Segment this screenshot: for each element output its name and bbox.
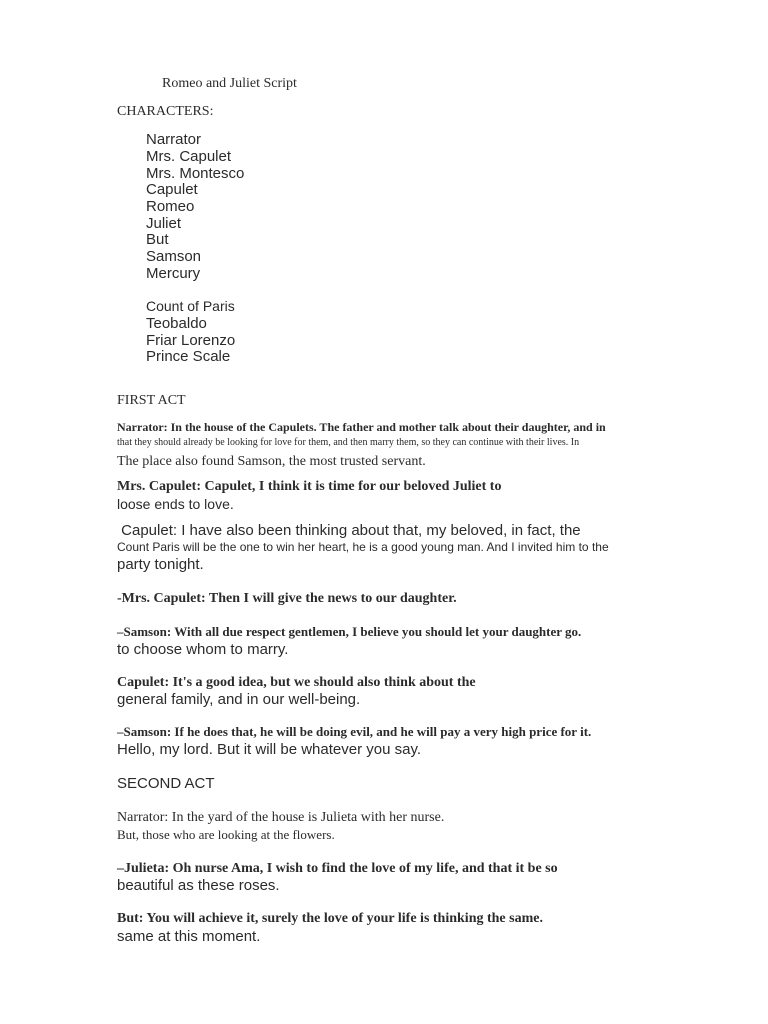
list-item xyxy=(142,215,181,232)
first-act-heading: FIRST ACT xyxy=(117,393,186,408)
character-name: Prince Scale xyxy=(146,348,231,365)
list-item xyxy=(142,315,207,332)
script-line: Mrs. Capulet: Capulet, I think it is time for our beloved Juliet to xyxy=(117,479,502,494)
script-line: Capulet: I have also been thinking about that, my beloved, in fact, the xyxy=(117,522,581,539)
script-line: beautiful as these roses. xyxy=(117,877,280,894)
script-line: -Mrs. Capulet: Then I will give the news to our daughter. xyxy=(117,591,457,606)
character-name: Narrator xyxy=(146,131,202,148)
second-act-heading: SECOND ACT xyxy=(117,775,215,792)
character-name: Mrs. Montesco xyxy=(146,165,245,182)
list-item xyxy=(142,298,235,314)
character-name: Teobaldo xyxy=(146,315,207,332)
character-name: Mrs. Capulet xyxy=(146,148,232,165)
character-name: Romeo xyxy=(146,198,195,215)
script-line: Narrator: In the yard of the house is Julieta with her nurse. xyxy=(117,810,445,825)
script-line: general family, and in our well-being. xyxy=(117,691,361,708)
list-item xyxy=(142,231,169,248)
list-item xyxy=(142,348,230,365)
character-name: Samson xyxy=(146,248,202,265)
script-line: that they should already be looking for love for them, and then marry them, so they can continue with their lives. In xyxy=(117,437,580,448)
script-line: Capulet: It's a good idea, but we should also think about the xyxy=(117,675,476,690)
list-item xyxy=(142,248,201,265)
script-line: –Samson: If he does that, he will be doing evil, and he will pay a very high price for it. xyxy=(117,724,592,739)
list-item xyxy=(142,131,201,148)
character-name: But xyxy=(146,231,169,248)
script-line: Count Paris will be the one to win her heart, he is a good young man. And I invited him to the xyxy=(117,540,609,554)
script-line: Narrator: In the house of the Capulets. The father and mother talk about their daughter, and in xyxy=(117,420,606,434)
script-line: party tonight. xyxy=(117,556,204,573)
script-line: –Julieta: Oh nurse Ama, I wish to find the love of my life, and that it be so xyxy=(117,861,558,876)
list-item xyxy=(142,265,200,282)
list-item xyxy=(142,148,231,165)
script-line: But, those who are looking at the flowers. xyxy=(117,827,335,842)
list-item xyxy=(142,198,194,215)
characters-heading: CHARACTERS: xyxy=(117,104,214,119)
character-name: Mercury xyxy=(146,265,201,282)
character-name: Capulet xyxy=(146,181,198,198)
list-item xyxy=(142,181,198,198)
character-name: Count of Paris xyxy=(146,298,235,314)
script-line: loose ends to love. xyxy=(117,496,234,512)
character-name: Friar Lorenzo xyxy=(146,332,236,349)
document-title: Romeo and Juliet Script xyxy=(162,76,297,91)
script-line: But: You will achieve it, surely the love of your life is thinking the same. xyxy=(117,911,543,926)
script-line: same at this moment. xyxy=(117,928,261,945)
list-item xyxy=(142,332,235,349)
list-item xyxy=(142,165,244,182)
script-line: Hello, my lord. But it will be whatever you say. xyxy=(117,741,422,758)
script-line: –Samson: With all due respect gentlemen, I believe you should let your daughter go. xyxy=(117,624,582,639)
script-line: The place also found Samson, the most trusted servant. xyxy=(117,454,426,469)
character-name: Juliet xyxy=(146,215,182,232)
script-line: to choose whom to marry. xyxy=(117,641,289,658)
